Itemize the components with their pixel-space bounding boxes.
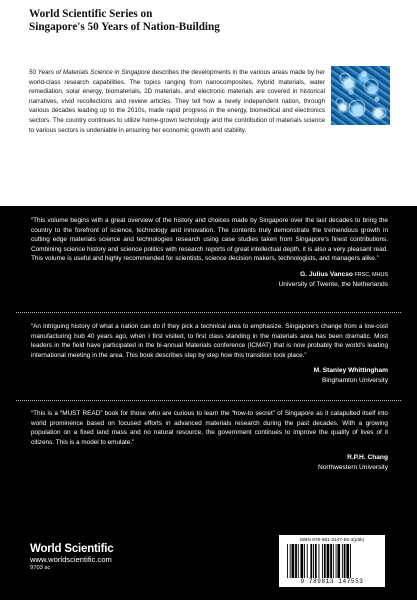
barcode-bar: [336, 544, 337, 578]
barcode-bar: [307, 544, 308, 578]
reviewer-name: R.P.H. Chang: [347, 454, 388, 462]
publisher-url: www.worldscientific.com: [30, 555, 112, 564]
barcode-bar: [301, 544, 304, 578]
barcode-bar: [350, 544, 351, 578]
barcode-bar: [287, 544, 288, 578]
publisher-block: [30, 543, 114, 572]
review-divider: [16, 312, 401, 313]
reviewer-name: M. Stanley Whittingham: [313, 367, 388, 375]
isbn-barcode: [279, 535, 385, 587]
reviewer-affiliation: Binghamton University: [322, 376, 388, 384]
barcode-bar: [333, 544, 334, 578]
barcode-bar: [298, 544, 299, 578]
review-3: [31, 409, 388, 472]
review-2: [31, 322, 388, 385]
barcode-bar: [310, 544, 312, 578]
reviewer-affiliation: Northwestern University: [318, 463, 388, 471]
reviewer-credentials: FRSC, MHUS: [352, 271, 388, 278]
barcode-bar: [327, 544, 330, 578]
barcode-bar: [315, 544, 317, 578]
review-divider: [16, 400, 401, 401]
description-book-title: 50 Years of Materials Science in Singapore: [29, 69, 151, 76]
reviewer-affiliation: University of Twente, the Netherlands: [278, 281, 388, 289]
materials-microscopy-image: [331, 66, 390, 125]
series-title: [29, 8, 390, 34]
barcode-bar: [295, 544, 297, 578]
series-title-line-2: Singapore's 50 Years of Nation-Building: [29, 21, 220, 33]
publisher-code: 9703 sc: [30, 565, 51, 571]
barcode-bar: [324, 544, 326, 578]
barcode-bar: [304, 544, 305, 578]
reviewer-name: G. Julius Vancso: [300, 270, 353, 278]
barcode-bar: [292, 544, 295, 578]
barcode-bar: [322, 544, 323, 578]
series-title-line-1: World Scientific Series on: [29, 8, 153, 20]
barcode-bar: [342, 544, 343, 578]
publisher-name: World Scientific: [30, 543, 114, 555]
barcode-bar: [330, 544, 332, 578]
barcode-bar: [337, 544, 340, 578]
isbn-text: ISBN 978-981-3147-55-3(pbk): [299, 537, 365, 542]
review-quote: “This is a “MUST READ” book for those who are curious to learn the “how-to secret” of Singapore as it catapulted itself into world prominence based on focused efforts in advanced materials research during the past decades. With a growing population on a fixed land mass and no natural resource, the government continues to improve the quality of lives of it citizens. This is a model to emulate.”: [31, 410, 388, 446]
review-quote: “An intriguing history of what a nation can do if they pick a technical area to emphasize. Singapore's change from a low-cost manufacturing hub 40 years ago, when I first visited, to first class standing in the materials area has been dramatic. Most leaders in the field have participated in the bi-annual Materials conference (ICMAT) that is now probably the world's leading international meeting in the area. This book describes step by step how this transition took place.”: [31, 323, 388, 359]
review-attribution: [31, 453, 388, 471]
barcode-bar: [313, 544, 314, 578]
barcode-bars: [283, 544, 381, 578]
barcode-bar: [346, 544, 349, 578]
review-attribution: [31, 366, 388, 384]
description-text: describes the developments in the various areas made by her world-class research capabilities. The topics ranging from nanocomposites, hybrid materials, water remediation, solar energy, biomaterials, 2D materials, and electronic materials are covered in historical narratives, vivid recollections and review articles. They tell how a newly independent nation, through various decades leading up to the 2010s, made rapid progress in the energy, biomedical and electronics sectors. The country continues to utilize home-grown technology and the contribution of materials science to various sectors is undeniable in ensuring her economic growth and stability.: [29, 69, 325, 134]
review-quote: “This volume begins with a great overview of the history and choices made by Singapore over the last decades to bring the country to the forefront of science, technology and innovation. The contents truly demonstrate the tremendous growth in cutting edge materials science and technologies research using case studies taken from Singapore's finest contributions. Combining science history and science politics with research reports of great intellectual depth, it is also a very pleasant read. This volume is useful and highly recommended for scientists, science decision makers, technologists, and managers alike.”: [31, 217, 388, 263]
barcode-digits: 9 789813 147553: [300, 577, 364, 585]
review-1: [31, 216, 388, 289]
barcode-bar: [344, 544, 346, 578]
review-attribution: [31, 270, 388, 289]
barcode-bar: [319, 544, 320, 578]
back-cover-top-section: [0, 0, 417, 206]
book-description: [29, 68, 390, 135]
barcode-bar: [290, 544, 291, 578]
